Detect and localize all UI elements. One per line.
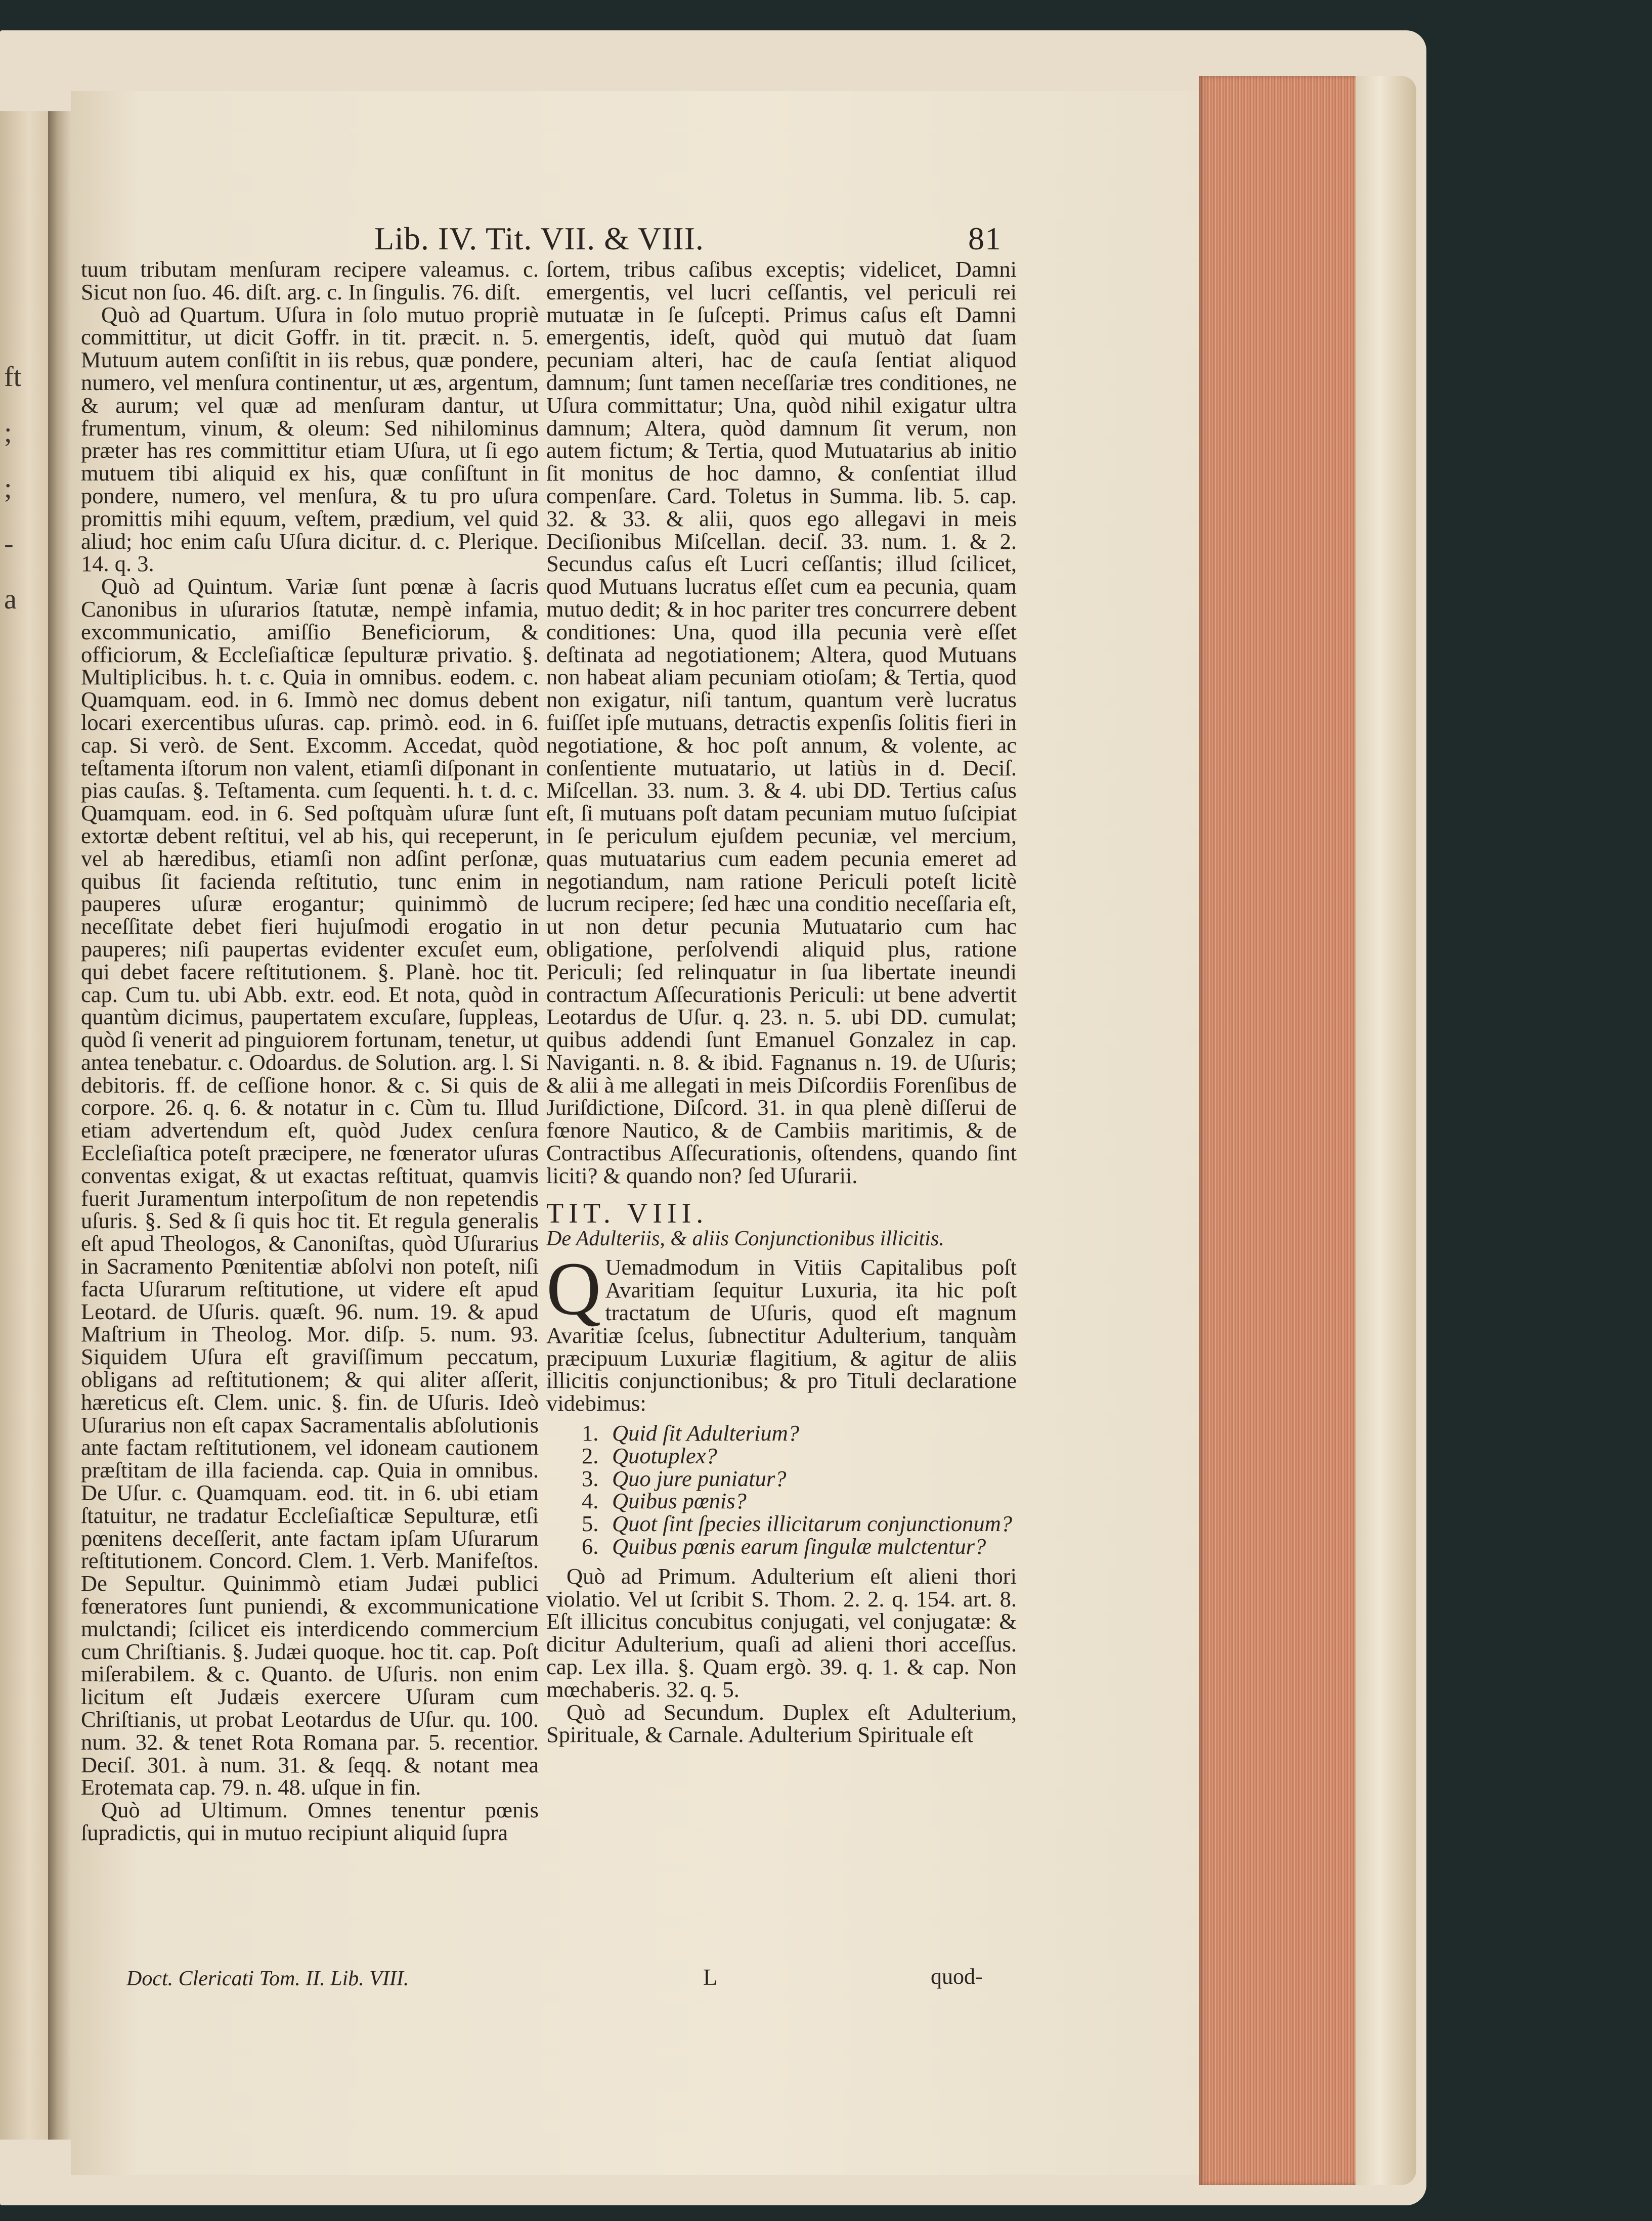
list-item: 1. Quid ſit Adulterium?	[582, 1420, 800, 1446]
title-heading: TIT. VIII.	[546, 1197, 709, 1229]
footer-title: Doct. Clericati Tom. II. Lib. VIII.	[126, 1967, 409, 1990]
paragraph: Quò ad Quintum. Variæ ſunt pœnæ à ſacris Canonibus in uſurarios ſtatutæ, nempè infamia, excommunicatio, amiſſio Beneficiorum, & officiorum, & Eccleſiaſticæ ſepulturæ privatio. §. Multiplicibus. h. t. c. Quia in omnibus. eodem. c. Quamquam. eod. in 6. Immò nec domus debent locari exercentibus uſuras. cap. primò. eod. in 6. cap. Si verò. de Sent. Excomm. Accedat, quòd teſtamenta iſtorum non valent, etiamſi diſponant in pias cauſas. §. Teſtamenta. cum ſequenti. h. t. d. c. Quamquam. eod. in 6. Sed poſtquàm uſuræ ſunt extortæ debent reſtitui, vel ab his, qui receperunt, vel ab hæredibus, etiamſi non adſint perſonæ, quibus ſit facienda reſtitutio, tunc enim in pauperes uſuræ erogantur; quinimmò de neceſſitate debet fieri hujuſmodi erogatio in pauperes; niſi paupertas evidenter excuſet eum, qui debet facere reſtitutionem. §. Planè. hoc tit. cap. Cum tu. ubi Abb. extr. eod. Et nota, quòd in quantùm dicimus, paupertatem excuſare, ſuppleas, quòd ſi venerit ad pinguiorem fortunam, tenetur, ut antea tenebatur. c. Odoardus. de Solution. arg. l. Si debitoris. ff. de ceſſione honor. & c. Si quis de corpore. 26. q. 6. & notatur in c. Cùm tu. Illud etiam advertendum eſt, quòd Judex cenſura Eccleſiaſtica poteſt præcipere, ne fœnerator uſuras conventas exigat, & ut exactas reſtituat, quamvis fuerit Juramentum interpoſitum de non repetendis uſuris. §. Sed & ſi quis hoc tit. Et regula generalis eſt apud Theologos, & Canoniſtas, quòd Uſurarius in Sacramento Pœnitentiæ abſolvi non poteſt, niſi facta Uſurarum reſtitutione, ut videre eſt apud Leotard. de Uſuris. quæſt. 96. num. 19. & apud Maſtrium in Theolog. Mor. diſp. 5. num. 93. Siquidem Uſura eſt graviſſimum peccatum, obligans ad reſtitutionem; & qui aliter aſſerit, hæreticus eſt. Clem. unic. §. fin. de Uſuris. Ideò Uſurarius non eſt capax Sacramentalis abſolutionis ante factam reſtitutionem, vel idoneam cautionem præſtitam de illa facienda. cap. Quia in omnibus. De Uſur. c. Quamquam. eod. tit. in 6. ubi etiam ſtatuitur, ne tradatur Eccleſiaſticæ Sepulturæ, etſi pœnitens deceſſerit, ante factam ipſam Uſurarum reſtitutionem. Concord. Clem. 1. Verb. Manifeſtos. De Sepultur. Quinimmò etiam Judæi publici fœneratores ſunt puniendi, & excommunicatione mulctandi; ſcilicet eis interdicendo commercium cum Chriſtianis. §. Judæi quoque. hoc tit. cap. Poſt miſerabilem. & c. Quanto. de Uſuris. non enim licitum eſt Judæis exercere Uſuram cum Chriſtianis, ut probat Leotardus de Uſur. qu. 100. num. 32. & tenet Rota Romana par. 5. recentior. Deciſ. 301. à num. 31. & ſeqq. & notant mea Erotemata cap. 79. n. 48. uſque in fin.	[81, 574, 539, 1800]
running-title: Lib. IV. Tit. VII. & VIII.	[374, 221, 704, 256]
paragraph: Quò ad Quartum. Uſura in ſolo mutuo propriè committitur, ut dicit Goffr. in tit. præcit. n. 5. Mutuum autem conſiſtit in iis rebus, quæ pondere, numero, vel menſura continentur, ut æs, argentum, & aurum; vel quæ ad menſuram dantur, ut frumentum, vinum, & oleum: Sed nihilominus præter has res committitur etiam Uſura, ut ſi ego mutuem tibi aliquid ex his, quæ conſiſtunt in pondere, numero, vel menſura, & tu pro uſura promittis mihi equum, veſtem, prædium, vel quid aliud; hoc enim caſu Uſura dicitur. d. c. Plerique. 14. q. 3.	[81, 301, 539, 577]
list-item: 6. Quibus pœnis earum ſingulæ mulctentur?	[582, 1534, 986, 1559]
list-item: 3. Quo jure puniatur?	[582, 1465, 787, 1491]
signature-mark: L	[703, 1964, 718, 1990]
paragraph: Quò ad Ultimum. Omnes tenentur pœnis ſupradictis, qui in mutuo recipiunt aliquid ſupra	[81, 1797, 539, 1845]
paragraph: Quò ad Secundum. Duplex eſt Adulterium, Spirituale, & Carnale. Adulterium Spirituale eſt	[546, 1699, 1017, 1748]
list-item: 2. Quotuplex?	[582, 1443, 717, 1468]
page-fore-edge	[1199, 76, 1361, 2185]
question-list	[582, 1422, 1017, 1558]
right-column	[546, 258, 1017, 1746]
drop-cap: Q	[546, 1247, 601, 1331]
facing-page-marks: ft ; ; - a	[4, 361, 22, 615]
intro-paragraph: Q Uemadmodum in Vitiis Capitalibus poſt Avaritiam ſequitur Luxuria, ita hic poſt tractatum de Uſuris, quod eſt magnum Avaritiæ ſcelus, ſubnectitur Adulterium, tanquàm præcipuum Luxuriæ flagitium, & agitur de aliis illicitis conjunctionibus; & pro Tituli declaratione videbimus:	[546, 1247, 1017, 1416]
left-column	[81, 258, 539, 1844]
facing-page-edge	[0, 111, 48, 2140]
title-subheading: De Adulteriis, & aliis Conjunctionibus illicitis.	[546, 1227, 944, 1251]
gutter	[48, 111, 73, 2140]
book-cover-board	[1356, 76, 1416, 2185]
catchword: quod-	[931, 1964, 983, 1989]
book	[0, 30, 1426, 2205]
page-number: 81	[968, 221, 1002, 256]
paragraph: tuum tributam menſuram recipere valeamus. c. Sicut non ſuo. 46. diſt. arg. c. In ſingulis. 76. diſt.	[81, 256, 539, 304]
paragraph: Quò ad Primum. Adulterium eſt alieni thori violatio. Vel ut ſcribit S. Thom. 2. 2. q. 154. art. 8. Eſt illicitus concubitus conjugati, vel conjugatæ: & dicitur Adulterium, quaſi ad alieni thori acceſſus. cap. Lex illa. §. Quam ergò. 39. q. 1. & cap. Non mœchaberis. 32. q. 5.	[546, 1563, 1017, 1702]
list-item: 4. Quibus pœnis?	[582, 1488, 747, 1514]
paragraph: ſortem, tribus caſibus exceptis; videlicet, Damni emergentis, vel lucri ceſſantis, vel periculi rei mutuatæ in ſe ſuſcepti. Primus caſus eſt Damni emergentis, ideſt, quòd qui mutuò dat ſuam pecuniam alteri, hac de cauſa ſentiat aliquod damnum; ſunt tamen neceſſariæ tres conditiones, ne Uſura committatur; Una, quòd nihil exigatur ultra damnum; Altera, quòd damnum ſit verum, non autem fictum; & Tertia, quod Mutuatarius ab initio ſit monitus de hoc damno, & conſentiat illud compenſare. Card. Toletus in Summa. lib. 5. cap. 32. & 33. & alii, quos ego allegavi in meis Deciſionibus Miſcellan. deciſ. 33. num. 1. & 2. Secundus caſus eſt Lucri ceſſantis; illud ſcilicet, quod Mutuans lucratus eſſet cum ea pecunia, quam mutuo dedit; & in hoc pariter tres concurrere debent conditiones: Una, quod illa pecunia verè eſſet deſtinata ad negotiationem; Altera, quod Mutuans non habeat aliam pecuniam otioſam; & Tertia, quod non exigatur, niſi tantum, quantum verè lucratus fuiſſet ipſe mutuans, detractis expenſis ſolitis fieri in negotiatione, & hoc poſt annum, & volente, ac conſentiente mutuatario, ut latiùs in d. Deciſ. Miſcellan. 33. num. 3. & 4. ubi DD. Tertius caſus eſt, ſi mutuans poſt datam pecuniam mutuo ſuſcipiat in ſe periculum ejuſdem pecuniæ, vel mercium, quas mutuatarius cum eadem pecunia emeret ad negotiandum, nam ratione Periculi poteſt licitè lucrum recipere; ſed hæc una conditio neceſſaria eſt, ut non detur pecunia Mutuatario cum hac obligatione, perſolvendi aliquid plus, ratione Periculi; ſed relinquatur in ſua libertate ineundi contractum Aſſecurationis Periculi: ut bene advertit Leotardus de Uſur. q. 23. n. 5. ubi DD. cumulat; quibus addendi ſunt Emanuel Gonzalez in cap. Naviganti. n. 8. & ibid. Fagnanus n. 19. de Uſuris; & alii à me allegati in meis Diſcordiis Forenſibus de Juriſdictione, Diſcord. 31. in qua plenè diſſerui de fœnore Nautico, & de Cambiis maritimis, & de Contractibus Aſſecurationis, oſtendens, quando ſint liciti? & quando non? ſed Uſurarii.	[546, 256, 1017, 1188]
list-item: 5. Quot ſint ſpecies illicitarum conjunctionum?	[582, 1511, 1013, 1537]
